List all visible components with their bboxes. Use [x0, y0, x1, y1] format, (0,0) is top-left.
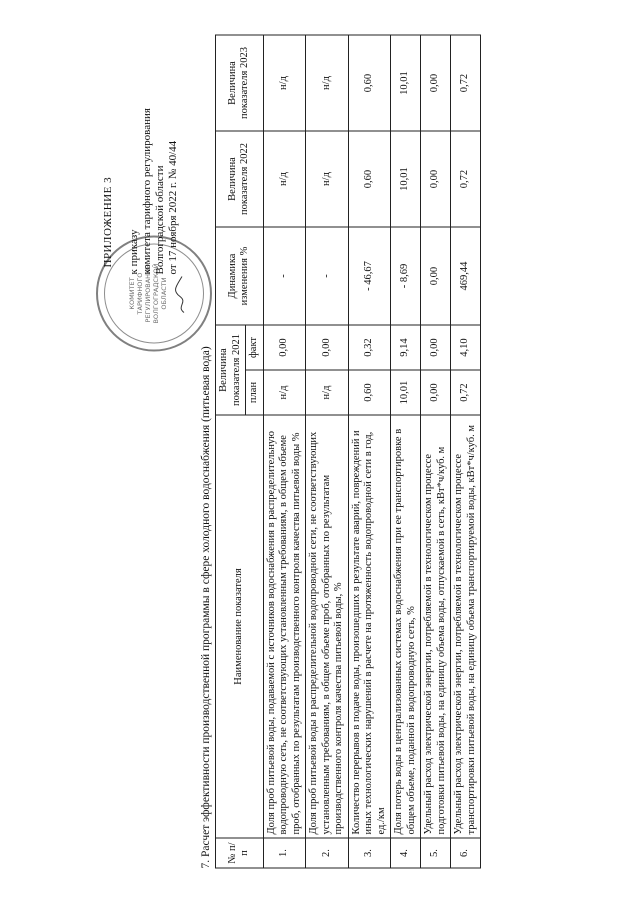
row-plan: н/д [306, 370, 349, 415]
col-2022-header: Величина показателя 2022 [216, 131, 264, 227]
table-row [391, 35, 421, 868]
row-2022: 10,01 [391, 131, 421, 227]
col-name-header: Наименование показателя [216, 415, 264, 838]
signature-scribble-icon [174, 275, 188, 315]
row-name: Удельный расход электрической энергии, потребляемой в технологическом процессе транспортировки питьевой воды, на единицу объема транспортируемой воды, кВт*ч/куб. м [451, 415, 481, 838]
row-num: 3. [348, 838, 391, 868]
efficiency-table [215, 35, 481, 869]
table-row [421, 35, 451, 868]
row-fact: 9,14 [391, 325, 421, 370]
row-fact: 0,00 [306, 325, 349, 370]
col-fact-header: факт [246, 325, 264, 370]
row-num: 4. [391, 838, 421, 868]
row-2022: 0,60 [348, 131, 391, 227]
row-2023: 0,00 [421, 35, 451, 131]
table-header-row [216, 35, 246, 868]
col-num-header: № п/п [216, 838, 264, 868]
row-name: Количество перерывов в подаче воды, произошедших в результате аварий, повреждений и иных технологических нарушений в расчете на протяженность водопроводной сети в год, ед./км [348, 415, 391, 838]
row-dynamics: - 46,67 [348, 227, 391, 325]
table-row [451, 35, 481, 868]
row-plan: 10,01 [391, 370, 421, 415]
row-fact: 0,00 [421, 325, 451, 370]
row-fact: 0,32 [348, 325, 391, 370]
header-line-1: к приказу [128, 229, 140, 275]
stamp-text: КОМИТЕТ ТАРИФНОГО РЕГУЛИРОВАНИЯ ВОЛГОГРАДСКОЙ ОБЛАСТИ [128, 263, 168, 324]
rotated-document-page [90, 30, 550, 875]
header-line-3: Волгоградской области [154, 165, 166, 275]
row-2023: 0,72 [451, 35, 481, 131]
row-num: 5. [421, 838, 451, 868]
row-2023: н/д [263, 35, 306, 131]
row-plan: 0,00 [421, 370, 451, 415]
row-2022: н/д [263, 131, 306, 227]
table-row [263, 35, 306, 868]
header-line-2: комитета тарифного регулирования [141, 108, 153, 275]
row-dynamics: - [263, 227, 306, 325]
row-name: Удельный расход электрической энергии, потребляемой в технологическом процессе подготовки питьевой воды, на единицу объема воды, отпускаемой в сеть, кВт*ч/куб. м [421, 415, 451, 838]
col-dynamics-header: Динамика изменения % [216, 227, 264, 325]
row-2022: 0,72 [451, 131, 481, 227]
row-num: 2. [306, 838, 349, 868]
table-row [306, 35, 349, 868]
row-dynamics: 0,00 [421, 227, 451, 325]
header-line-4: от 17 ноября 2022 г. № 40/44 [167, 140, 179, 275]
row-num: 1. [263, 838, 306, 868]
col-plan-header: план [246, 370, 264, 415]
table-caption: 7. Расчет эффективности производственной программы в сфере холодного водоснабжения (питьевая вода) [200, 346, 212, 869]
row-plan: 0,72 [451, 370, 481, 415]
table-row [348, 35, 391, 868]
row-name: Доля проб питьевой воды в распределительной водопроводной сети, не соответствующих установленным требованиям, в общем объеме проб, отобранных по результатам производственного контроля качества питьевой воды, % [306, 415, 349, 838]
row-2022: н/д [306, 131, 349, 227]
row-2023: 0,60 [348, 35, 391, 131]
col-2021-header: Величина показателя 2021 [216, 325, 246, 415]
row-name: Доля проб питьевой воды, подаваемой с источников водоснабжения в распределительную водопроводную сеть, не соответствующих установленным требованиям, в общем объеме проб, отобранных по результатам производственного контроля качества питьевой воды % [263, 415, 306, 838]
row-fact: 4,10 [451, 325, 481, 370]
row-plan: н/д [263, 370, 306, 415]
row-dynamics: - [306, 227, 349, 325]
row-2023: 10,01 [391, 35, 421, 131]
row-num: 6. [451, 838, 481, 868]
row-2022: 0,00 [421, 131, 451, 227]
row-plan: 0,60 [348, 370, 391, 415]
row-name: Доля потерь воды в централизованных системах водоснабжения при ее транспортировке в общем объеме, поданной в водопроводную сеть, % [391, 415, 421, 838]
row-2023: н/д [306, 35, 349, 131]
row-dynamics: 469,44 [451, 227, 481, 325]
appendix-title: ПРИЛОЖЕНИЕ 3 [102, 176, 114, 268]
col-2023-header: Величина показателя 2023 [216, 35, 264, 131]
row-dynamics: - 8,69 [391, 227, 421, 325]
row-fact: 0,00 [263, 325, 306, 370]
